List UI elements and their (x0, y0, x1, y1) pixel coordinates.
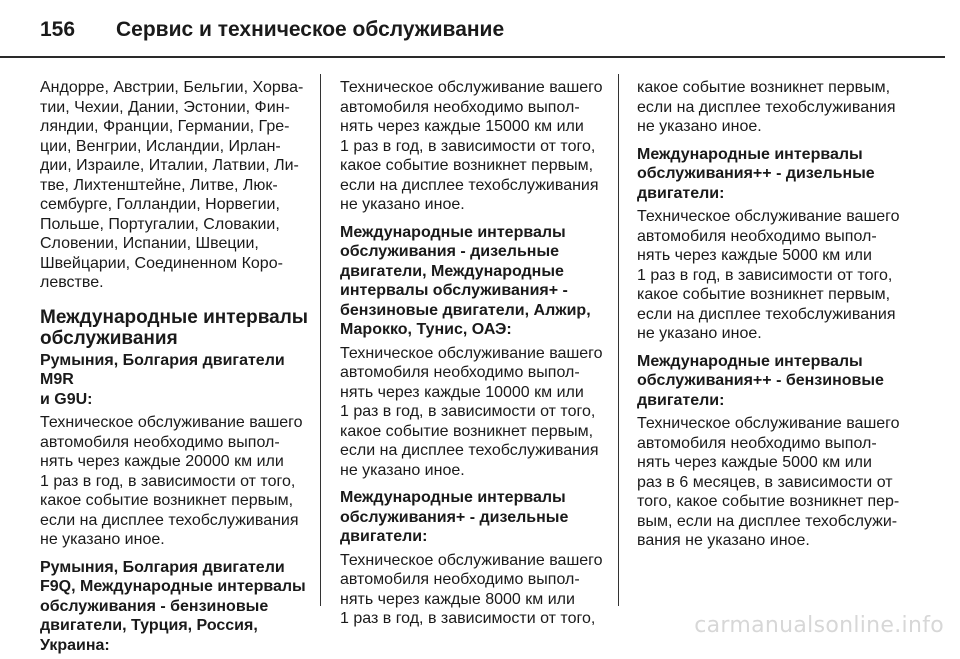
watermark: carmanualsonline.info (694, 613, 944, 638)
text-column-1 (40, 78, 310, 659)
body-paragraph: Техническое обслуживание вашего автомобиля необходимо выпол- нять через каждые 20000 км или 1 раз в год, в зависимости от того, какое событие возникнет первым, если на дисплее техобслуживания не указано иное. (40, 414, 303, 548)
column-divider (320, 74, 321, 606)
subheading: Международные интервалы обслуживания++ - дизельные двигатели: (637, 145, 875, 202)
text-column-3 (637, 78, 907, 559)
page-title: Сервис и техническое обслуживание (116, 18, 505, 41)
header-divider (0, 56, 945, 58)
country-list-paragraph: Андорре, Австрии, Бельгии, Хорва- тии, Чехии, Дании, Эстонии, Фин- ляндии, Франции, Германии, Гре- ции, Венгрии, Исландии, Ирлан- дии, Израиле, Италии, Латвии, Ли- тве, Лихтенштейне, Литве, Люк- сембурге, Голландии, Норвегии, Польше, Португалии, Словакии, Словении, Испании, Швеции, Швейцарии, Соединенном Коро- левстве. (40, 79, 304, 291)
subheading: Международные интервалы обслуживания - дизельные двигатели, Международные интервалы обслуживания+ - бензиновые двигатели, Алжир, Марокко, Тунис, ОАЭ: (340, 223, 591, 338)
page-header (0, 0, 960, 56)
subheading: Международные интервалы обслуживания++ - бензиновые двигатели: (637, 352, 884, 409)
page-number: 156 (40, 18, 76, 41)
body-paragraph: Техническое обслуживание вашего автомобиля необходимо выпол- нять через каждые 15000 км или 1 раз в год, в зависимости от того, какое событие возникнет первым, если на дисплее техобслуживания не указано иное. (340, 79, 603, 213)
body-paragraph: Техническое обслуживание вашего автомобиля необходимо выпол- нять через каждые 10000 км или 1 раз в год, в зависимости от того, какое событие возникнет первым, если на дисплее техобслуживания не указано иное. (340, 344, 603, 479)
subheading: Международные интервалы обслуживания+ - дизельные двигатели: (340, 489, 569, 545)
body-paragraph: Техническое обслуживание вашего автомобиля необходимо выпол- нять через каждые 5000 км или раз в 6 месяцев, в зависимости от того, какое событие возникнет пер- вым, если на дисплее техобслужи- вания не указано иное. (637, 415, 900, 549)
column-divider (618, 74, 619, 606)
text-column-2 (340, 78, 610, 637)
body-paragraph: какое событие возникнет первым, если на дисплее техобслуживания не указано иное. (637, 79, 896, 135)
subheading: Румыния, Болгария двигатели M9R и G9U: (40, 351, 285, 408)
body-paragraph: Техническое обслуживание вашего автомобиля необходимо выпол- нять через каждые 5000 км или 1 раз в год, в зависимости от того, какое событие возникнет первым, если на дисплее техобслуживания не указано иное. (637, 208, 900, 342)
subheading: Румыния, Болгария двигатели F9Q, Международные интервалы обслуживания - бензиновые двигатели, Турция, Россия, Украина: (40, 558, 306, 654)
section-heading: Международные интервалы обслуживания (40, 306, 309, 349)
body-paragraph: Техническое обслуживание вашего автомобиля необходимо выпол- нять через каждые 8000 км или 1 раз в год, в зависимости от того, (340, 551, 603, 627)
